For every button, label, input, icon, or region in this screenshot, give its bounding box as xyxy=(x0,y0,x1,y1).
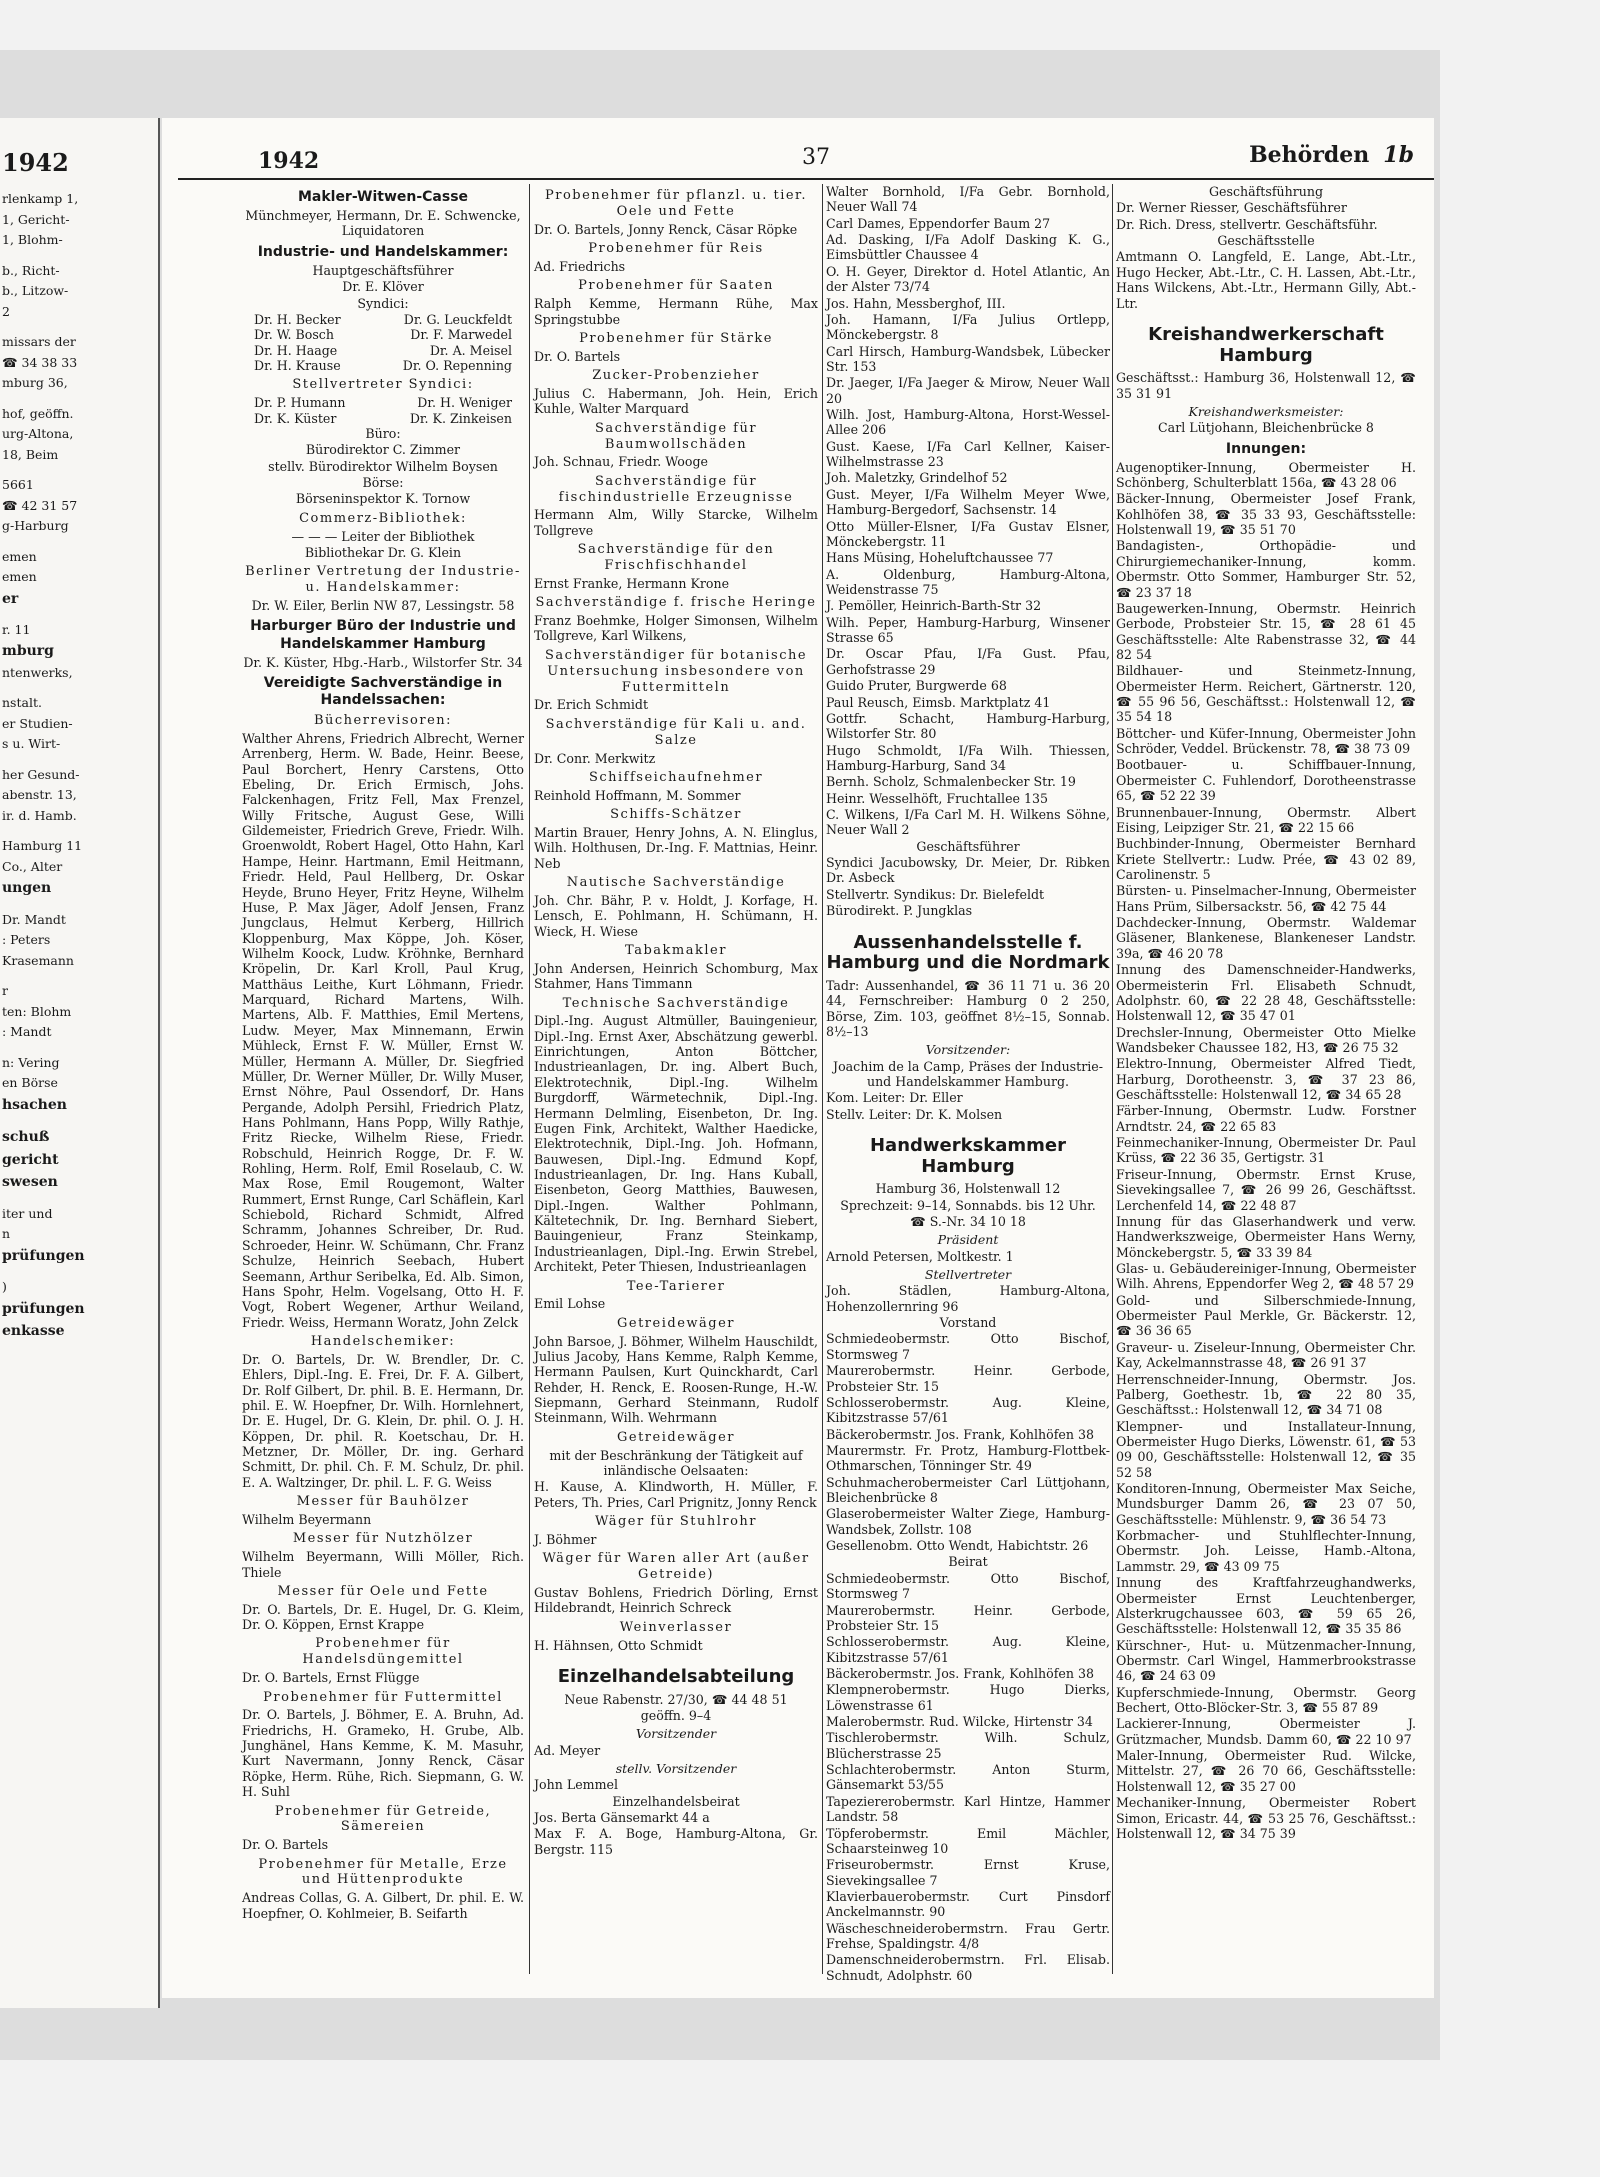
entry-text: Schuhmacherobermeister Carl Lüttjohann, Bleichenbrücke 8 xyxy=(826,1474,1110,1506)
entry-text: Dipl.-Ing. August Altmüller, Bauingenieur, Dipl.-Ing. Ernst Axer, Abschätzung gewerbl. Einrichtungen, Anton Böttcher, Industrieanlagen, Dr. ing. Albert Buch, Elektrotechnik, Dipl.-Ing. Wilhelm Burgdorff, Wärmetechnik, Dipl.-Ing. Hermann Delmling, Eisenbeton, Dr. Ing. Eugen Fink, Architekt, Walther Haedicke, Elektrotechnik, Dipl.-Ing. Joh. Hofmann, Bauwesen, Dipl.-Ing. Edmund Kopf, Industrieanlagen, Dr. Ing. Hans Kuball, Eisenbeton, Georg Matthies, Bauwesen, Dipl.-Ingen. Walther Pohlmann, Kältetechnik, Dr. Ing. Bernhard Siebert, Bauingenieur, Franz Steinkamp, Industrieanlagen, Dipl.-Ing. Erwin Strebel, Architekt, Peter Thiesen, Industrieanlagen xyxy=(534,1013,818,1275)
entry-text: Bäcker-Innung, Obermeister Josef Frank, Kohlhöfen 38, ☎ 35 33 93, Geschäftsstelle: Holstenwall 19, ☎ 35 51 70 xyxy=(1116,491,1416,538)
prev-page-fragment: Dr. Mandt xyxy=(2,911,66,927)
column-divider xyxy=(1112,184,1113,1974)
entry-text: Schmiedeobermstr. Otto Bischof, Stormsweg 7 xyxy=(826,1570,1110,1602)
subsection-heading: Getreidewäger xyxy=(617,1429,735,1445)
entry-text: Beirat xyxy=(948,1554,988,1570)
role-label: Kreishandwerksmeister: xyxy=(1188,403,1344,419)
entry-text: J. Pemöller, Heinrich-Barth-Str 32 xyxy=(826,598,1042,614)
subsection-heading: Schiffseichaufnehmer xyxy=(588,769,764,785)
entry-text: Joh. Hamann, I/Fa Julius Ortlepp, Mönckebergstr. 8 xyxy=(826,311,1110,343)
entry-text: Hauptgeschäftsführer xyxy=(312,262,454,278)
entry-text: Dr. O. Bartels, Jonny Renck, Cäsar Röpke xyxy=(534,221,798,237)
entry-text: Jos. Berta Gänsemarkt 44 a xyxy=(534,1809,710,1825)
header-rule xyxy=(178,178,1434,180)
entry-text: Färber-Innung, Obermstr. Ludw. Forstner Arndtstr. 24, ☎ 22 65 83 xyxy=(1116,1103,1416,1134)
entry-name: Dr. H. Weniger xyxy=(417,395,512,411)
subsection-heading: Probenehmer für Futtermittel xyxy=(263,1689,503,1705)
prev-page-fragment: mburg 36, xyxy=(2,375,68,390)
prev-page-fragment: r xyxy=(2,983,8,999)
subsection-heading: Messer für Oele und Fette xyxy=(277,1583,489,1599)
entry-text: J. Böhmer xyxy=(534,1531,597,1547)
entry-text: Bäckerobermstr. Jos. Frank, Kohlhöfen 38 xyxy=(826,1426,1094,1442)
entry-text: Syndici: xyxy=(357,295,409,311)
page-year: 1942 xyxy=(258,148,320,174)
subsection-heading: Sachverständige für Kali u. and. Salze xyxy=(545,716,807,748)
entry-text: Graveur- u. Ziseleur-Innung, Obermeister Chr. Kay, Ackelmannstrasse 48, ☎ 26 91 37 xyxy=(1116,1339,1416,1371)
entry-text: Bäckerobermstr. Jos. Frank, Kohlhöfen 38 xyxy=(826,1665,1094,1681)
entry-text: John Lemmel xyxy=(534,1777,619,1793)
entry-text: Amtmann O. Langfeld, E. Lange, Abt.-Ltr., Hugo Hecker, Abt.-Ltr., C. H. Lassen, Abt.-Ltr., Hans Wilckens, Abt.-Ltr., Hermann Gilly, Abt.-Ltr. xyxy=(1116,249,1416,311)
entry-text: Dr. O. Bartels xyxy=(242,1837,329,1853)
entry-text: Joh. Städlen, Hamburg-Altona, Hohenzollernring 96 xyxy=(826,1283,1110,1314)
entry-text: Maurerobermstr. Heinr. Gerbode, Probsteier Str. 15 xyxy=(826,1363,1110,1394)
entry-text: Tapeziererobermstr. Karl Hintze, Hammer Landstr. 58 xyxy=(826,1793,1110,1825)
entry-text: Büro: xyxy=(365,425,401,441)
entry-text: Friseurobermstr. Ernst Kruse, Sievekingsallee 7 xyxy=(826,1857,1110,1888)
prev-page-fragments xyxy=(0,191,158,1341)
entry-text: Syndici Jacubowsky, Dr. Meier, Dr. Ribken Dr. Asbeck xyxy=(826,855,1110,886)
entry-text: Lackierer-Innung, Obermeister J. Grützmacher, Mundsb. Damm 60, ☎ 22 10 97 xyxy=(1116,1716,1416,1747)
prev-page-fragment: schuß xyxy=(2,1129,50,1146)
prev-page-fragment: : Peters xyxy=(2,932,51,948)
entry-text: Augenoptiker-Innung, Obermeister H. Schönberg, Schulterblatt 156a, ☎ 43 28 06 xyxy=(1116,459,1416,491)
subsection-heading: Wäger für Waren aller Art (außer Getreide) xyxy=(542,1551,810,1583)
subsection-heading: Zucker-Probenzieher xyxy=(592,368,760,384)
section-heading: Innungen: xyxy=(1225,440,1307,457)
entry-text: Baugewerken-Innung, Obermstr. Heinrich Gerbode, Probsteier Str. 15, ☎ 28 61 45 Geschäftsstelle: Alte Rabenstrasse 32, ☎ 44 82 54 xyxy=(1116,600,1416,662)
entry-text: Ad. Dasking, I/Fa Adolf Dasking K. G., Eimsbüttler Chaussee 4 xyxy=(826,232,1110,263)
section-heading: Harburger Büro der Industrie und Handelskammer Hamburg xyxy=(250,618,516,652)
prev-page-fragment: ☎ 34 38 33 xyxy=(2,354,78,370)
entry-text: H. Hähnsen, Otto Schmidt xyxy=(534,1637,703,1653)
entry-text: Schlosserobermstr. Aug. Kleine, Kibitzstrasse 57/61 xyxy=(826,1394,1110,1426)
entry-text: Carl Dames, Eppendorfer Baum 27 xyxy=(826,215,1051,231)
entry-text: Hermann Alm, Willy Starcke, Wilhelm Tollgreve xyxy=(534,507,818,538)
entry-text: Böttcher- und Küfer-Innung, Obermeister John Schröder, Veddel. Brückenstr. 78, ☎ 38 73 09 xyxy=(1116,725,1416,757)
column-4 xyxy=(1116,184,1416,1974)
entry-text: Gold- und Silberschmiede-Innung, Obermeister Paul Merkle, Gr. Bäckerstr. 12, ☎ 36 36 65 xyxy=(1116,1292,1416,1339)
entry-name: Dr. H. Krause xyxy=(254,358,341,374)
prev-page-fragment: enkasse xyxy=(2,1323,65,1340)
entry-text: Dr. Conr. Merkwitz xyxy=(534,750,656,766)
page-number: 37 xyxy=(802,145,830,170)
section-code: 1b xyxy=(1383,142,1414,168)
prev-page-fragment: mburg xyxy=(2,643,54,660)
entry-text: Kürschner-, Hut- u. Mützenmacher-Innung, Obermstr. Carl Wingel, Hammerbrookstrasse 46, ☎ 24 63 09 xyxy=(1116,1637,1416,1684)
subsection-heading: Technische Sachverständige xyxy=(562,995,790,1011)
prev-page-fragment: Hamburg 11 xyxy=(2,838,83,854)
prev-page-fragment: n xyxy=(2,1226,11,1242)
column-1 xyxy=(242,184,524,1974)
prev-page-fragment: b., Litzow- xyxy=(2,283,69,298)
entry-text: Wilh. Jost, Hamburg-Altona, Horst-Wessel-Allee 206 xyxy=(826,407,1110,438)
entry-text: Gust. Kaese, I/Fa Carl Kellner, Kaiser-Wilhelmstrasse 23 xyxy=(826,438,1110,470)
entry-text: Herrenschneider-Innung, Obermstr. Jos. Palberg, Goethestr. 1b, ☎ 22 80 35, Geschäftsst.: Holstenwall 12, ☎ 34 71 08 xyxy=(1116,1371,1416,1418)
subsection-heading: Probenehmer für Reis xyxy=(588,241,764,257)
entry-text: Sprechzeit: 9–14, Sonnabds. bis 12 Uhr. xyxy=(840,1197,1096,1213)
entry-name: Dr. O. Repenning xyxy=(402,358,512,374)
subsection-heading: Sachverständige für fischindustrielle Erzeugnisse xyxy=(558,473,794,505)
entry-text: Maurermstr. Fr. Protz, Hamburg-Flottbek-Othmarschen, Tönninger Str. 49 xyxy=(826,1442,1110,1474)
prev-page-fragment: 5661 xyxy=(2,477,34,492)
subsection-heading: Tabakmakler xyxy=(625,942,727,958)
section-heading: Makler-Witwen-Casse xyxy=(297,189,469,205)
entry-text: Dr. E. Klöver xyxy=(342,279,424,295)
entry-text: Geschäftsführer xyxy=(916,838,1020,854)
prev-page-fragment: abenstr. 13, xyxy=(2,787,77,803)
subsection-heading: Tee-Tarierer xyxy=(626,1278,726,1294)
role-label: Vorsitzender xyxy=(635,1726,717,1742)
subsection-heading: Berliner Vertretung der Industrie- u. Handelskammer: xyxy=(245,564,521,596)
subsection-heading: Getreidewäger xyxy=(617,1315,735,1331)
entry-text: Börseninspektor K. Tornow xyxy=(295,491,471,507)
section-heading: Industrie- und Handelskammer: xyxy=(257,243,509,260)
entry-text: Geschäftsstelle xyxy=(1217,233,1315,249)
subsection-heading: Probenehmer für Saaten xyxy=(578,278,774,294)
prev-page-fragment: prüfungen xyxy=(2,1300,85,1317)
entry-text: Dr. Jaeger, I/Fa Jaeger & Mirow, Neuer Wall 20 xyxy=(826,375,1110,406)
prev-page-fragment: ) xyxy=(2,1279,7,1295)
subsection-heading: Commerz-Bibliothek: xyxy=(299,510,467,526)
entry-text: Glas- u. Gebäudereiniger-Innung, Obermeister Wilh. Ahrens, Eppendorfer Weg 2, ☎ 48 57 29 xyxy=(1116,1260,1416,1292)
entry-text: Reinhold Hoffmann, M. Sommer xyxy=(534,787,741,803)
prev-page-fragment: ir. d. Hamb. xyxy=(2,807,77,823)
entry-text: Maler-Innung, Obermeister Rud. Wilcke, Mittelstr. 27, ☎ 26 70 66, Geschäftsstelle: Holstenwall 12, ☎ 35 27 00 xyxy=(1116,1748,1416,1794)
entry-name: Dr. H. Becker xyxy=(254,311,341,327)
subsection-heading: Schiffs-Schätzer xyxy=(610,807,742,823)
entry-text: Feinmechaniker-Innung, Obermeister Dr. Paul Krüss, ☎ 22 36 35, Gertigstr. 31 xyxy=(1116,1135,1416,1166)
entry-text: Brunnenbauer-Innung, Obermstr. Albert Eising, Leipziger Str. 21, ☎ 22 15 66 xyxy=(1116,804,1416,835)
entry-text: Dr. Oscar Pfau, I/Fa Gust. Pfau, Gerhofstrasse 29 xyxy=(826,646,1110,677)
entry-text: Dachdecker-Innung, Obermstr. Waldemar Gläsener, Blankenese, Blankeneser Landstr. 39a, ☎ 46 20 78 xyxy=(1116,915,1416,961)
entry-text: Vorstand xyxy=(939,1315,997,1331)
entry-text: Hamburg 36, Holstenwall 12 xyxy=(875,1181,1061,1197)
entry-text: Joh. Maletzky, Grindelhof 52 xyxy=(826,470,1008,486)
entry-text: Bürodirekt. P. Jungklas xyxy=(826,903,973,919)
role-label: stellv. Vorsitzender xyxy=(615,1760,737,1776)
subsection-heading: Probenehmer für Metalle, Erze und Hüttenprodukte xyxy=(258,1856,508,1888)
subsection-heading: Probenehmer für pflanzl. u. tier. Oele und Fette xyxy=(545,188,807,219)
subsection-heading: Weinverlasser xyxy=(619,1619,733,1635)
prev-page-fragment: er Studien- xyxy=(2,715,73,731)
prev-page-fragment: rlenkamp 1, xyxy=(2,191,79,206)
entry-text: Glaserobermeister Walter Ziege, Hamburg-Wandsbek, Zollstr. 108 xyxy=(826,1506,1110,1537)
prev-page-fragment: r. 11 xyxy=(2,621,31,637)
entry-text: Elektro-Innung, Obermeister Alfred Tiedt, Harburg, Dorotheenstr. 3, ☎ 37 23 86, Geschäftsstelle: Holstenwall 12, ☎ 34 65 28 xyxy=(1116,1056,1416,1103)
entry-text: Klempner- und Installateur-Innung, Obermeister Hugo Dierks, Löwenstr. 61, ☎ 53 09 00, Geschäftsstelle: Holstenwall 12, ☎ 35 52 58 xyxy=(1116,1418,1416,1480)
entry-text: Joh. Chr. Bähr, P. v. Holdt, J. Korfage, H. Lensch, E. Pohlmann, H. Schümann, H. Wieck, H. Wiese xyxy=(534,892,818,939)
entry-name: Dr. W. Bosch xyxy=(254,327,334,343)
prev-page-fragment: hof, geöffn. xyxy=(2,405,74,421)
entry-text: Innung des Kraftfahrzeughandwerks, Obermeister Ernst Leuchtenberger, Alsterkrugchaussee 603, ☎ 59 65 26, Geschäftsstelle: Holstenwall 12, ☎ 35 35 86 xyxy=(1116,1575,1416,1637)
entry-text: Tadr: Aussenhandel, ☎ 36 11 71 u. 36 20 44, Fernschreiber: Hamburg 0 2 250, Börse, Zim. 103, geöffnet 8½–15, Sonnab. 8½–13 xyxy=(826,977,1110,1039)
entry-text: Ralph Kemme, Hermann Rühe, Max Springstubbe xyxy=(534,296,818,327)
entry-text: Maurerobermstr. Heinr. Gerbode, Probsteier Str. 15 xyxy=(826,1602,1110,1633)
entry-text: Gottfr. Schacht, Hamburg-Harburg, Wilstorfer Str. 80 xyxy=(826,710,1110,742)
entry-text: Emil Lohse xyxy=(534,1296,606,1312)
column-divider xyxy=(822,184,823,1974)
prev-page-fragment: s u. Wirt- xyxy=(2,736,61,752)
role-label: Vorsitzender: xyxy=(925,1042,1011,1058)
entry-text: John Andersen, Heinrich Schomburg, Max Stahmer, Hans Timmann xyxy=(534,960,818,992)
entry-text: Dr. O. Bartels xyxy=(534,348,621,364)
entry-name: Dr. K. Zinkeisen xyxy=(409,410,512,426)
subsection-heading: Probenehmer für Getreide, Sämereien xyxy=(274,1803,492,1835)
entry-text: Innung für das Glaserhandwerk und verw. Handwerkszweige, Obermeister Hans Werny, Mönckebergstr. 5, ☎ 33 39 84 xyxy=(1116,1213,1416,1260)
column-2 xyxy=(534,184,818,1974)
entry-text: Dr. O. Bartels, J. Böhmer, E. A. Bruhn, Ad. Friedrichs, H. Grameko, H. Grube, Alb. Junghänel, Hans Kemme, K. M. Masuhr, Kurt Navermann, Jonny Renck, Cäsar Röpke, Herm. Rühe, Rich. Siepmann, G. W. H. Suhl xyxy=(242,1707,524,1800)
directory-page xyxy=(162,118,1434,1998)
section-heading: Aussenhandelsstelle f. Hamburg und die Nordmark xyxy=(826,931,1110,974)
section-title: Behörden xyxy=(1249,142,1370,168)
prev-page-fragment: hsachen xyxy=(2,1096,67,1113)
prev-page-fragment: emen xyxy=(2,548,37,564)
entry-text: Gesellenobm. Otto Wendt, Habichtstr. 26 xyxy=(826,1538,1089,1554)
prev-page-fragment: Co., Alter xyxy=(2,858,63,874)
prev-page-fragment: prüfungen xyxy=(2,1247,85,1264)
prev-page-fragment: Krasemann xyxy=(2,952,74,968)
subsection-heading: Handelschemiker: xyxy=(310,1333,456,1349)
prev-page-fragment: ntenwerks, xyxy=(2,664,73,680)
entry-text: A. Oldenburg, Hamburg-Altona, Weidenstrasse 75 xyxy=(826,566,1110,597)
entry-text: Joh. Schnau, Friedr. Wooge xyxy=(534,454,708,470)
prev-page-fragment: emen xyxy=(2,569,37,584)
prev-page-fragment: en Börse xyxy=(2,1075,58,1091)
entry-text: Otto Müller-Elsner, I/Fa Gustav Elsner, Mönckebergstr. 11 xyxy=(826,518,1110,549)
entry-name: Dr. H. Haage xyxy=(254,342,338,358)
name-pair xyxy=(242,358,524,373)
subsection-heading: Sachverständige f. frische Heringe xyxy=(535,595,817,611)
column-3 xyxy=(826,184,1110,1983)
entry-name: Dr. F. Marwedel xyxy=(410,327,512,343)
subsection-heading: Messer für Nutzhölzer xyxy=(292,1531,474,1547)
entry-text: John Barsoe, J. Böhmer, Wilhelm Hauschildt, Julius Jacoby, Hans Kemme, Ralph Kemme, Hermann Paulsen, Kurt Quinckhardt, Carl Rehder, H. Renck, E. Roosen-Runge, H.-W. Siepmann, Gerhard Steinmann, Rudolf Steinmann, Wilh. Wehrmann xyxy=(534,1333,818,1426)
entry-text: Gust. Meyer, I/Fa Wilhelm Meyer Wwe, Hamburg-Bergedorf, Sachsenstr. 14 xyxy=(826,486,1110,518)
prev-page-fragment: swesen xyxy=(2,1174,58,1191)
column-divider xyxy=(529,184,530,1974)
entry-text: Dr. W. Eiler, Berlin NW 87, Lessingstr. 58 xyxy=(251,598,515,614)
entry-text: Münchmeyer, Hermann, Dr. E. Schwencke, Liquidatoren xyxy=(245,208,521,239)
subsection-heading: Bücherrevisoren: xyxy=(313,713,453,729)
entry-text: Dr. K. Küster, Hbg.-Harb., Wilstorfer Str. 34 xyxy=(243,654,523,670)
name-pair xyxy=(242,343,524,358)
entry-text: Korbmacher- und Stuhlflechter-Innung, Obermstr. Joh. Leisse, Hamb.-Altona, Lammstr. 29, ☎ 43 09 75 xyxy=(1116,1528,1416,1574)
section-heading: Vereidigte Sachverständige in Handelssachen: xyxy=(263,674,503,709)
entry-text: Geschäftsst.: Hamburg 36, Holstenwall 12, ☎ 35 31 91 xyxy=(1116,370,1416,401)
entry-text: Einzelhandelsbeirat xyxy=(612,1793,740,1809)
prev-page-fragment: iter und xyxy=(2,1205,53,1221)
subsection-heading: Sachverständiger für botanische Untersuchung insbesondere von Futtermitteln xyxy=(544,647,808,695)
section-heading: Kreishandwerkerschaft Hamburg xyxy=(1148,323,1384,366)
entry-text: Töpferobermstr. Emil Mächler, Schaarsteinweg 10 xyxy=(826,1825,1110,1856)
entry-text: H. Kause, A. Klindworth, H. Müller, F. Peters, Th. Pries, Carl Prignitz, Jonny Renck xyxy=(534,1479,818,1510)
entry-text: Gustav Bohlens, Friedrich Dörling, Ernst Hildebrandt, Heinrich Schreck xyxy=(534,1584,818,1616)
entry-text: Ad. Meyer xyxy=(534,1742,601,1758)
entry-text: Joachim de la Camp, Präses der Industrie- und Handelskammer Hamburg. xyxy=(833,1058,1103,1089)
entry-text: Arnold Petersen, Moltkestr. 1 xyxy=(826,1248,1014,1264)
prev-page-fragment: b., Richt- xyxy=(2,262,60,278)
prev-page-fragment: g-Harburg xyxy=(2,518,69,533)
section-heading xyxy=(1249,142,1414,168)
prev-page-number: 1942 xyxy=(2,148,69,177)
prev-page-fragment: missars der xyxy=(2,334,76,349)
entry-text: Malerobermstr. Rud. Wilcke, Hirtenstr 34 xyxy=(826,1714,1093,1730)
previous-page-edge xyxy=(0,118,160,2008)
name-pair xyxy=(242,395,524,410)
entry-text: Walter Bornhold, I/Fa Gebr. Bornhold, Neuer Wall 74 xyxy=(826,184,1110,215)
prev-page-fragment: urg-Altona, xyxy=(2,426,74,441)
prev-page-fragment: er xyxy=(2,590,19,607)
entry-text: Bürodirektor C. Zimmer xyxy=(305,442,461,458)
prev-page-fragment: her Gesund- xyxy=(2,766,80,782)
entry-text: Dr. O. Bartels, Ernst Flügge xyxy=(242,1670,420,1686)
entry-text: Friseur-Innung, Obermstr. Ernst Kruse, Sievekingsallee 7, ☎ 26 99 26, Geschäftsst. Lerchenfeld 14, ☎ 22 48 87 xyxy=(1116,1166,1416,1213)
subsection-heading: Nautische Sachverständige xyxy=(566,875,786,891)
entry-text: Dr. Erich Schmidt xyxy=(534,697,649,713)
entry-text: Dr. Werner Riesser, Geschäftsführer xyxy=(1116,200,1347,216)
prev-page-fragment: ungen xyxy=(2,880,52,897)
entry-text: Hugo Schmoldt, I/Fa Wilh. Thiessen, Hamburg-Harburg, Sand 34 xyxy=(826,742,1110,773)
entry-text: mit der Beschränkung der Tätigkeit auf inländische Oelsaaten: xyxy=(549,1447,803,1478)
entry-text: Kom. Leiter: Dr. Eller xyxy=(826,1090,963,1106)
entry-text: Ernst Franke, Hermann Krone xyxy=(534,575,730,591)
entry-text: Innung des Damenschneider-Handwerks, Obermeisterin Frl. Elisabeth Schnudt, Adolphstr. 60, ☎ 22 28 48, Geschäftsstelle: Holstenwall 12, ☎ 35 47 01 xyxy=(1116,962,1416,1024)
subsection-heading: Probenehmer für Handelsdüngemittel xyxy=(302,1636,464,1668)
name-pair xyxy=(242,312,524,327)
entry-text: Paul Reusch, Eimsb. Marktplatz 41 xyxy=(826,694,1051,710)
entry-text: Dr. O. Bartels, Dr. W. Brendler, Dr. C. Ehlers, Dipl.-Ing. E. Frei, Dr. F. A. Gilbert, Dr. Rolf Gilbert, Dr. phil. B. E. Hermann, Dr. phil. E. W. Hoepfner, Dr. Wilh. Hornlehnert, Dr. E. Hugel, Dr. G. Klein, Dr. phil. O. J. H. Köppen, Dr. phil. R. Koetschau, Dr. H. Metzner, Dr. Möller, Dr. ing. Gerhard Schmitt, Dr. phil. Ch. F. M. Schulz, Dr. phil. E. A. Waltzinger, Dr. phil. L. F. G. Weiss xyxy=(242,1351,524,1490)
entry-text: Walther Ahrens, Friedrich Albrecht, Werner Arrenberg, Herm. W. Bade, Heinr. Beese, Paul Borchert, Henry Carstens, Otto Ebeling, Dr. Erich Ermisch, Johs. Falckenhagen, Fritz Fell, Max Frenzel, Willy Fritsche, August Gese, Willi Gildemeister, Friedrich Greve, Friedr. Wilh. Groenwoldt, Robert Hagel, Otto Hahn, Karl Hampe, Heinr. Hartmann, Emil Heitmann, Friedr. Held, Paul Hellberg, Dr. Oskar Heyde, Bruno Heyer, Fritz Heyne, Wilhelm Huse, P. Max Jäger, Adolf Jensen, Franz Jungclaus, Helmut Kerberg, Hillrich Kloppenburg, Max Köppe, Joh. Köser, Wilhelm Koock, Ludw. Kröhnke, Bernhard Kröpelin, Dr. Karl Kroll, Paul Krug, Matthäus Leithe, Kurt Löhmann, Friedr. Marquard, Richard Martens, Wilh. Martens, Alb. F. Matthies, Emil Mertens, Ludw. Meyer, Max Minnemann, Erwin Mühleck, Ernst F. W. Müller, Ernst W. Müller, Hermann A. Müller, Dr. Siegfried Müller, Dr. Werner Müller, Dr. Willy Muser, Ernst Nöhre, Paul Ossendorf, Dr. Hans Pergande, Adolph Persihl, Friedrich Platz, Hans Pohlmann, Hans Popp, Willy Rathje, Fritz Riecke, Wilhelm Riese, Friedr. Robschuld, Heinrich Rogge, Dr. F. W. Rohling, Herm. Rolf, Emil Roselaub, C. W. Max Rose, Emil Rougemont, Walter Rummert, Ernst Runge, Carl Schäflein, Karl Schiebold, Richard Schmidt, Alfred Schramm, Johannes Schreiber, Dr. Rud. Schroeder, Heinr. W. Schümann, Chr. Franz Schulze, Heinrich Seebach, Hubert Seemann, Arthur Seribelka, Ed. Alb. Simon, Hans Spohr, Helm. Vogelsang, Otto H. F. Vogt, Robert Wegener, Arthur Weiland, Friedr. Weiss, Hermann Woratz, John Zelck xyxy=(242,730,524,1330)
entry-text: Martin Brauer, Henry Johns, A. N. Elinglus, Wilh. Holthusen, Dr.-Ing. F. Mattnias, Heinr. Neb xyxy=(534,824,818,871)
entry-text: Bootbauer- u. Schiffbauer-Innung, Obermeister C. Fuhlendorf, Dorotheenstrasse 65, ☎ 52 22 39 xyxy=(1116,757,1416,804)
entry-text: Hans Müsing, Hoheluftchaussee 77 xyxy=(826,550,1054,566)
name-pair xyxy=(242,327,524,342)
entry-text: Bernh. Scholz, Schmalenbecker Str. 19 xyxy=(826,774,1076,790)
prev-page-fragment: : Mandt xyxy=(2,1024,52,1040)
entry-text: Carl Lütjohann, Bleichenbrücke 8 xyxy=(1158,420,1374,436)
subsection-heading: Sachverständige für Baumwollschäden xyxy=(594,420,758,452)
prev-page-fragment: ten: Blohm xyxy=(2,1003,72,1019)
role-label: Stellvertreter xyxy=(924,1267,1012,1283)
entry-text: O. H. Geyer, Direktor d. Hotel Atlantic, An der Alster 73/74 xyxy=(826,263,1110,295)
subsection-heading: Stellvertreter Syndici: xyxy=(292,377,474,393)
entry-text: Mechaniker-Innung, Obermeister Robert Simon, Ericastr. 44, ☎ 53 25 76, Geschäftsst.: Holstenwall 12, ☎ 34 75 39 xyxy=(1116,1795,1416,1841)
prev-page-fragment: gericht xyxy=(2,1151,59,1168)
entry-text: Wäscheschneiderobermstrn. Frau Gertr. Frehse, Spaldingstr. 4/8 xyxy=(826,1920,1110,1952)
entry-text: Stellv. Leiter: Dr. K. Molsen xyxy=(826,1106,1003,1122)
entry-text: Klempnerobermstr. Hugo Dierks, Löwenstrasse 61 xyxy=(826,1682,1110,1713)
subsection-heading: Probenehmer für Stärke xyxy=(579,330,773,346)
entry-text: Bürsten- u. Pinselmacher-Innung, Obermeister Hans Prüm, Silbersackstr. 56, ☎ 42 75 44 xyxy=(1116,883,1416,914)
entry-text: Bandagisten-, Orthopädie- und Chirurgiemechaniker-Innung, komm. Obermstr. Otto Sommer, Hamburger Str. 52, ☎ 23 37 18 xyxy=(1116,538,1416,600)
entry-name: Dr. G. Leuckfeldt xyxy=(403,311,512,327)
entry-text: Stellvertr. Syndikus: Dr. Bielefeldt xyxy=(826,886,1045,902)
prev-page-fragment: 18, Beim xyxy=(2,446,59,462)
entry-text: Konditoren-Innung, Obermeister Max Seiche, Mundsburger Damm 26, ☎ 23 07 50, Geschäftsstelle: Mühlenstr. 9, ☎ 36 54 73 xyxy=(1116,1481,1416,1527)
entry-text: Neue Rabenstr. 27/30, ☎ 44 48 51 xyxy=(564,1691,788,1707)
entry-text: Damenschneiderobermstrn. Frl. Elisab. Schnudt, Adolphstr. 60 xyxy=(826,1952,1110,1983)
entry-text: ☎ S.-Nr. 34 10 18 xyxy=(910,1214,1026,1230)
section-heading: Handwerkskammer Hamburg xyxy=(869,1135,1067,1177)
prev-page-fragment: nstalt. xyxy=(2,695,42,711)
entry-text: Franz Boehmke, Holger Simonsen, Wilhelm Tollgreve, Karl Wilkens, xyxy=(534,613,818,644)
entry-text: Tischlerobermstr. Wilh. Schulz, Blücherstrasse 25 xyxy=(826,1730,1110,1761)
entry-name: Dr. A. Meisel xyxy=(429,342,512,358)
entry-name: Dr. K. Küster xyxy=(254,410,337,426)
prev-page-fragment: 1, Blohm- xyxy=(2,232,63,247)
entry-text: Guido Pruter, Burgwerde 68 xyxy=(826,678,1007,694)
entry-text: Börse: xyxy=(362,475,404,491)
name-pair xyxy=(242,411,524,426)
prev-page-fragment: ☎ 42 31 57 xyxy=(2,497,78,513)
section-heading: Einzelhandelsabteilung xyxy=(557,1665,795,1687)
entry-text: Schmiedeobermstr. Otto Bischof, Stormsweg 7 xyxy=(826,1331,1110,1362)
entry-text: Wilhelm Beyermann xyxy=(242,1511,372,1527)
subsection-heading: Wäger für Stuhlrohr xyxy=(594,1514,758,1530)
entry-text: Wilh. Peper, Hamburg-Harburg, Winsener Strasse 65 xyxy=(826,614,1110,646)
entry-text: Wilhelm Beyermann, Willi Möller, Rich. Thiele xyxy=(242,1549,524,1580)
entry-text: Heinr. Wesselhöft, Fruchtallee 135 xyxy=(826,790,1049,806)
entry-text: Schlosserobermstr. Aug. Kleine, Kibitzstrasse 57/61 xyxy=(826,1634,1110,1665)
entry-text: Julius C. Habermann, Joh. Hein, Erich Kuhle, Walter Marquard xyxy=(534,385,818,417)
subsection-heading: Messer für Bauhölzer xyxy=(296,1494,470,1510)
entry-text: Max F. A. Boge, Hamburg-Altona, Gr. Bergstr. 115 xyxy=(534,1826,818,1857)
entry-text: Andreas Collas, G. A. Gilbert, Dr. phil. E. W. Hoepfner, O. Kohlmeier, B. Seifarth xyxy=(242,1890,524,1921)
entry-text: Geschäftsführung xyxy=(1208,184,1324,199)
entry-text: Carl Hirsch, Hamburg-Wandsbek, Lübecker Str. 153 xyxy=(826,343,1110,374)
prev-page-fragment: 1, Gericht- xyxy=(2,211,70,227)
entry-text: Klavierbauerobermstr. Curt Pinsdorf Anckelmannstr. 90 xyxy=(826,1889,1110,1920)
entry-text: stellv. Bürodirektor Wilhelm Boysen xyxy=(268,458,498,474)
entry-text: Schlachterobermstr. Anton Sturm, Gänsemarkt 53/55 xyxy=(826,1762,1110,1793)
entry-text: geöffn. 9–4 xyxy=(640,1707,712,1723)
role-label: Präsident xyxy=(937,1232,999,1248)
entry-text: — — — Leiter der Bibliothek xyxy=(291,528,475,544)
entry-text: Ad. Friedrichs xyxy=(534,258,626,274)
subsection-heading: Sachverständige für den Frischfischhandel xyxy=(577,542,775,574)
entry-text: Bibliothekar Dr. G. Klein xyxy=(304,544,462,560)
entry-text: Buchbinder-Innung, Obermeister Bernhard Kriete Stellvertr.: Ludw. Prée, ☎ 43 02 89, Carolinenstr. 5 xyxy=(1116,836,1416,882)
entry-text: Kupferschmiede-Innung, Obermstr. Georg Bechert, Otto-Blöcker-Str. 3, ☎ 55 87 89 xyxy=(1116,1684,1416,1716)
entry-text: Dr. Rich. Dress, stellvertr. Geschäftsführ. xyxy=(1116,216,1378,232)
entry-text: Bildhauer- und Steinmetz-Innung, Obermeister Herm. Reichert, Gärtnerstr. 120, ☎ 55 96 56, Geschäftsst.: Holstenwall 12, ☎ 35 54 18 xyxy=(1116,663,1416,725)
entry-text: Jos. Hahn, Messberghof, III. xyxy=(826,295,1006,311)
prev-page-fragment: n: Vering xyxy=(2,1054,60,1070)
entry-text: Drechsler-Innung, Obermeister Otto Mielke Wandsbeker Chaussee 182, H3, ☎ 26 75 32 xyxy=(1116,1024,1416,1055)
entry-text: C. Wilkens, I/Fa Carl M. H. Wilkens Söhne, Neuer Wall 2 xyxy=(826,807,1110,838)
entry-text: Dr. O. Bartels, Dr. E. Hugel, Dr. G. Kleim, Dr. O. Köppen, Ernst Krappe xyxy=(242,1601,524,1633)
prev-page-fragment: 2 xyxy=(2,303,10,319)
entry-name: Dr. P. Humann xyxy=(254,395,346,411)
